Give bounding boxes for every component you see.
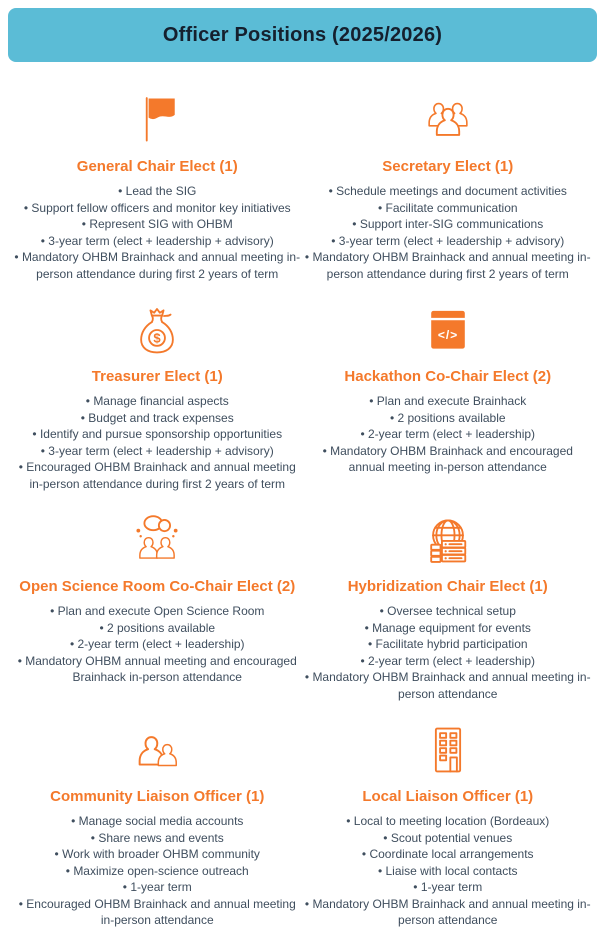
bullet: • Support fellow officers and monitor key initiatives	[14, 200, 300, 217]
bullet: • Work with broader OHBM community	[14, 846, 300, 863]
bullet: • Manage social media accounts	[14, 813, 300, 830]
bullet: • Lead the SIG	[14, 183, 300, 200]
card-hybridization	[303, 512, 594, 702]
positions-grid	[0, 70, 605, 929]
page-title: Officer Positions (2025/2026)	[162, 23, 443, 46]
bullet: • 3-year term (elect + leadership + advisory)	[305, 233, 591, 250]
card-title: Secretary Elect (1)	[382, 158, 514, 175]
conversation-people-icon	[129, 512, 185, 568]
card-bullets	[14, 393, 300, 492]
svg-text:$: $	[153, 330, 161, 346]
money-bag-icon	[129, 302, 185, 358]
bullet: • Encouraged OHBM Brainhack and annual meeting in-person attendance during first 2 years of term	[14, 459, 300, 492]
bullet: • Mandatory OHBM Brainhack and encouraged annual meeting in-person attendance	[305, 443, 591, 476]
card-title: Local Liaison Officer (1)	[362, 788, 534, 805]
bullet: • Scout potential venues	[305, 830, 591, 847]
bullet: • 3-year term (elect + leadership + advisory)	[14, 233, 300, 250]
bullet: • Coordinate local arrangements	[305, 846, 591, 863]
bullet: • 1-year term	[14, 879, 300, 896]
card-bullets	[14, 813, 300, 929]
bullet: • 2-year term (elect + leadership)	[305, 426, 591, 443]
bullet: • Facilitate communication	[305, 200, 591, 217]
bullet: • Oversee technical setup	[305, 603, 591, 620]
code-window-icon	[420, 302, 476, 358]
two-people-icon	[129, 722, 185, 778]
bullet: • Maximize open-science outreach	[14, 863, 300, 880]
card-bullets	[14, 183, 300, 282]
bullet: • Manage financial aspects	[14, 393, 300, 410]
bullet: • Mandatory OHBM Brainhack and annual meeting in-person attendance during first 2 years of term	[305, 249, 591, 282]
globe-server-icon	[420, 512, 476, 568]
bullet: • Share news and events	[14, 830, 300, 847]
card-title: Hybridization Chair Elect (1)	[347, 578, 548, 595]
bullet: • Manage equipment for events	[305, 620, 591, 637]
bullet: • Schedule meetings and document activities	[305, 183, 591, 200]
card-bullets	[305, 183, 591, 282]
bullet: • Mandatory OHBM Brainhack and annual meeting in-person attendance	[305, 896, 591, 929]
bullet: • 2 positions available	[305, 410, 591, 427]
people-group-icon	[420, 92, 476, 148]
bullet: • Budget and track expenses	[14, 410, 300, 427]
card-secretary	[303, 92, 594, 282]
bullet: • 2-year term (elect + leadership)	[14, 636, 300, 653]
card-title: Community Liaison Officer (1)	[50, 788, 265, 805]
bullet: • 2 positions available	[14, 620, 300, 637]
building-icon	[420, 722, 476, 778]
bullet: • Represent SIG with OHBM	[14, 216, 300, 233]
card-title: Open Science Room Co-Chair Elect (2)	[19, 578, 296, 595]
svg-text:</>: </>	[437, 327, 458, 342]
card-title: Hackathon Co-Chair Elect (2)	[344, 368, 552, 385]
card-hackathon	[303, 302, 594, 492]
card-open-science-room	[12, 512, 303, 702]
page-header	[8, 8, 597, 62]
bullet: • 1-year term	[305, 879, 591, 896]
bullet: • Mandatory OHBM Brainhack and annual meeting in-person attendance	[305, 669, 591, 702]
bullet: • Mandatory OHBM annual meeting and encouraged Brainhack in-person attendance	[14, 653, 300, 686]
card-bullets	[305, 603, 591, 702]
bullet: • Mandatory OHBM Brainhack and annual meeting in-person attendance during first 2 years of term	[14, 249, 300, 282]
bullet: • Liaise with local contacts	[305, 863, 591, 880]
card-general-chair	[12, 92, 303, 282]
card-bullets	[305, 813, 591, 929]
card-bullets	[305, 393, 591, 476]
bullet: • 2-year term (elect + leadership)	[305, 653, 591, 670]
card-community-liaison	[12, 722, 303, 929]
bullet: • Encouraged OHBM Brainhack and annual meeting in-person attendance	[14, 896, 300, 929]
card-treasurer	[12, 302, 303, 492]
card-title: General Chair Elect (1)	[76, 158, 238, 175]
bullet: • Identify and pursue sponsorship opportunities	[14, 426, 300, 443]
bullet: • Local to meeting location (Bordeaux)	[305, 813, 591, 830]
card-bullets	[14, 603, 300, 686]
flag-icon	[129, 92, 185, 148]
bullet: • 3-year term (elect + leadership + advisory)	[14, 443, 300, 460]
bullet: • Facilitate hybrid participation	[305, 636, 591, 653]
card-title: Treasurer Elect (1)	[91, 368, 223, 385]
card-local-liaison	[303, 722, 594, 929]
bullet: • Support inter-SIG communications	[305, 216, 591, 233]
bullet: • Plan and execute Open Science Room	[14, 603, 300, 620]
bullet: • Plan and execute Brainhack	[305, 393, 591, 410]
